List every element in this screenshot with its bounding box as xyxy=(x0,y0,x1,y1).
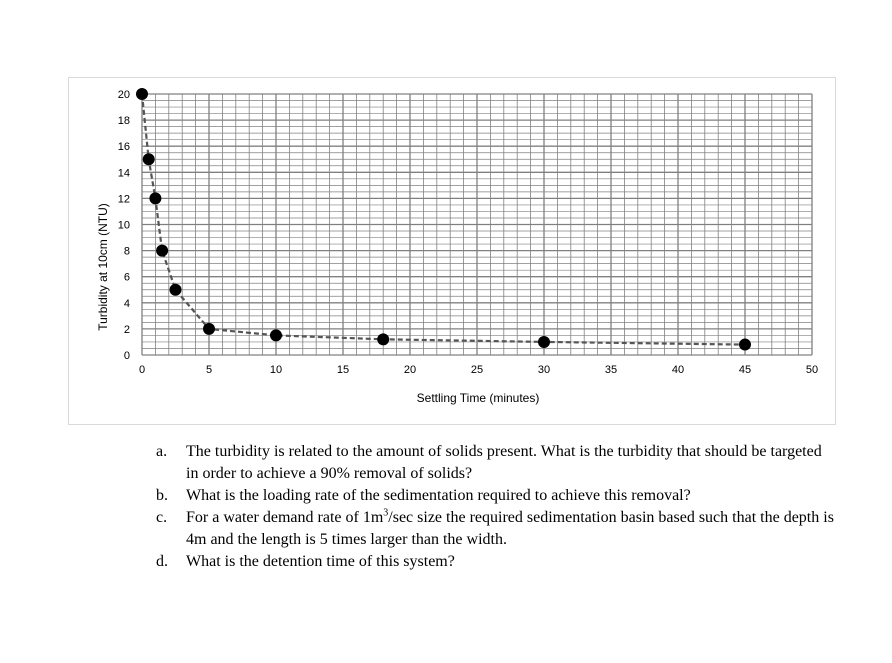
question-c-text-after: /sec size the required sedimentation basin based such that the depth is 4m and the length is 5 times larger than the width. xyxy=(186,509,834,548)
trend-line xyxy=(142,94,745,345)
question-c-letter: c. xyxy=(156,509,168,526)
question-c xyxy=(156,507,836,551)
y-tick-label: 4 xyxy=(123,297,130,310)
x-tick-label: 10 xyxy=(269,364,283,376)
question-d-text: What is the detention time of this system? xyxy=(186,553,455,570)
chart-frame xyxy=(68,77,836,425)
y-tick-label: 10 xyxy=(117,219,130,232)
x-tick-label: 40 xyxy=(671,364,685,376)
turbidity-chart xyxy=(69,78,837,426)
data-point xyxy=(136,88,148,100)
y-tick-label: 16 xyxy=(117,141,130,154)
data-point xyxy=(156,245,168,257)
question-a xyxy=(156,441,836,485)
question-c-superscript: 3 xyxy=(383,507,389,519)
question-a-text: The turbidity is related to the amount of solids present. What is the turbidity that should be targeted in order to achieve a 90% removal of solids? xyxy=(186,443,822,482)
x-tick-label: 15 xyxy=(336,364,350,376)
chart-grid xyxy=(142,94,812,355)
y-tick-label: 12 xyxy=(117,193,130,206)
y-tick-label: 0 xyxy=(123,350,130,362)
x-tick-label: 50 xyxy=(805,364,819,376)
x-tick-label: 35 xyxy=(604,364,618,376)
y-tick-labels xyxy=(118,89,130,362)
x-tick-label: 0 xyxy=(138,364,146,376)
y-tick-label: 6 xyxy=(123,271,130,284)
data-point xyxy=(377,333,389,345)
question-d xyxy=(156,551,836,573)
data-point xyxy=(143,153,155,165)
y-tick-label: 14 xyxy=(117,167,130,180)
question-b-text: What is the loading rate of the sedimentation required to achieve this removal? xyxy=(186,487,691,504)
data-point xyxy=(149,192,161,204)
y-axis-title: Turbidity at 10cm (NTU) xyxy=(96,203,110,331)
x-tick-label: 20 xyxy=(403,364,417,376)
question-list xyxy=(156,441,836,573)
data-point xyxy=(538,336,550,348)
y-tick-label: 8 xyxy=(123,245,130,258)
trend-line-group xyxy=(142,94,745,345)
x-tick-label: 5 xyxy=(205,364,213,376)
data-point xyxy=(203,323,215,335)
y-tick-label: 20 xyxy=(117,89,130,101)
data-point xyxy=(170,284,182,296)
question-d-letter: d. xyxy=(156,553,168,570)
x-tick-labels xyxy=(139,364,818,376)
question-b xyxy=(156,485,836,507)
data-point xyxy=(739,339,751,351)
y-tick-label: 18 xyxy=(117,115,130,128)
question-a-letter: a. xyxy=(156,443,168,460)
x-tick-label: 25 xyxy=(470,364,484,376)
data-point xyxy=(270,329,282,341)
x-tick-label: 45 xyxy=(738,364,752,376)
y-tick-label: 2 xyxy=(123,323,130,336)
question-b-letter: b. xyxy=(156,487,168,504)
data-points xyxy=(136,88,751,351)
question-c-text-before: For a water demand rate of 1m xyxy=(186,509,384,526)
x-tick-label: 30 xyxy=(537,364,551,376)
x-axis-title: Settling Time (minutes) xyxy=(416,391,540,405)
